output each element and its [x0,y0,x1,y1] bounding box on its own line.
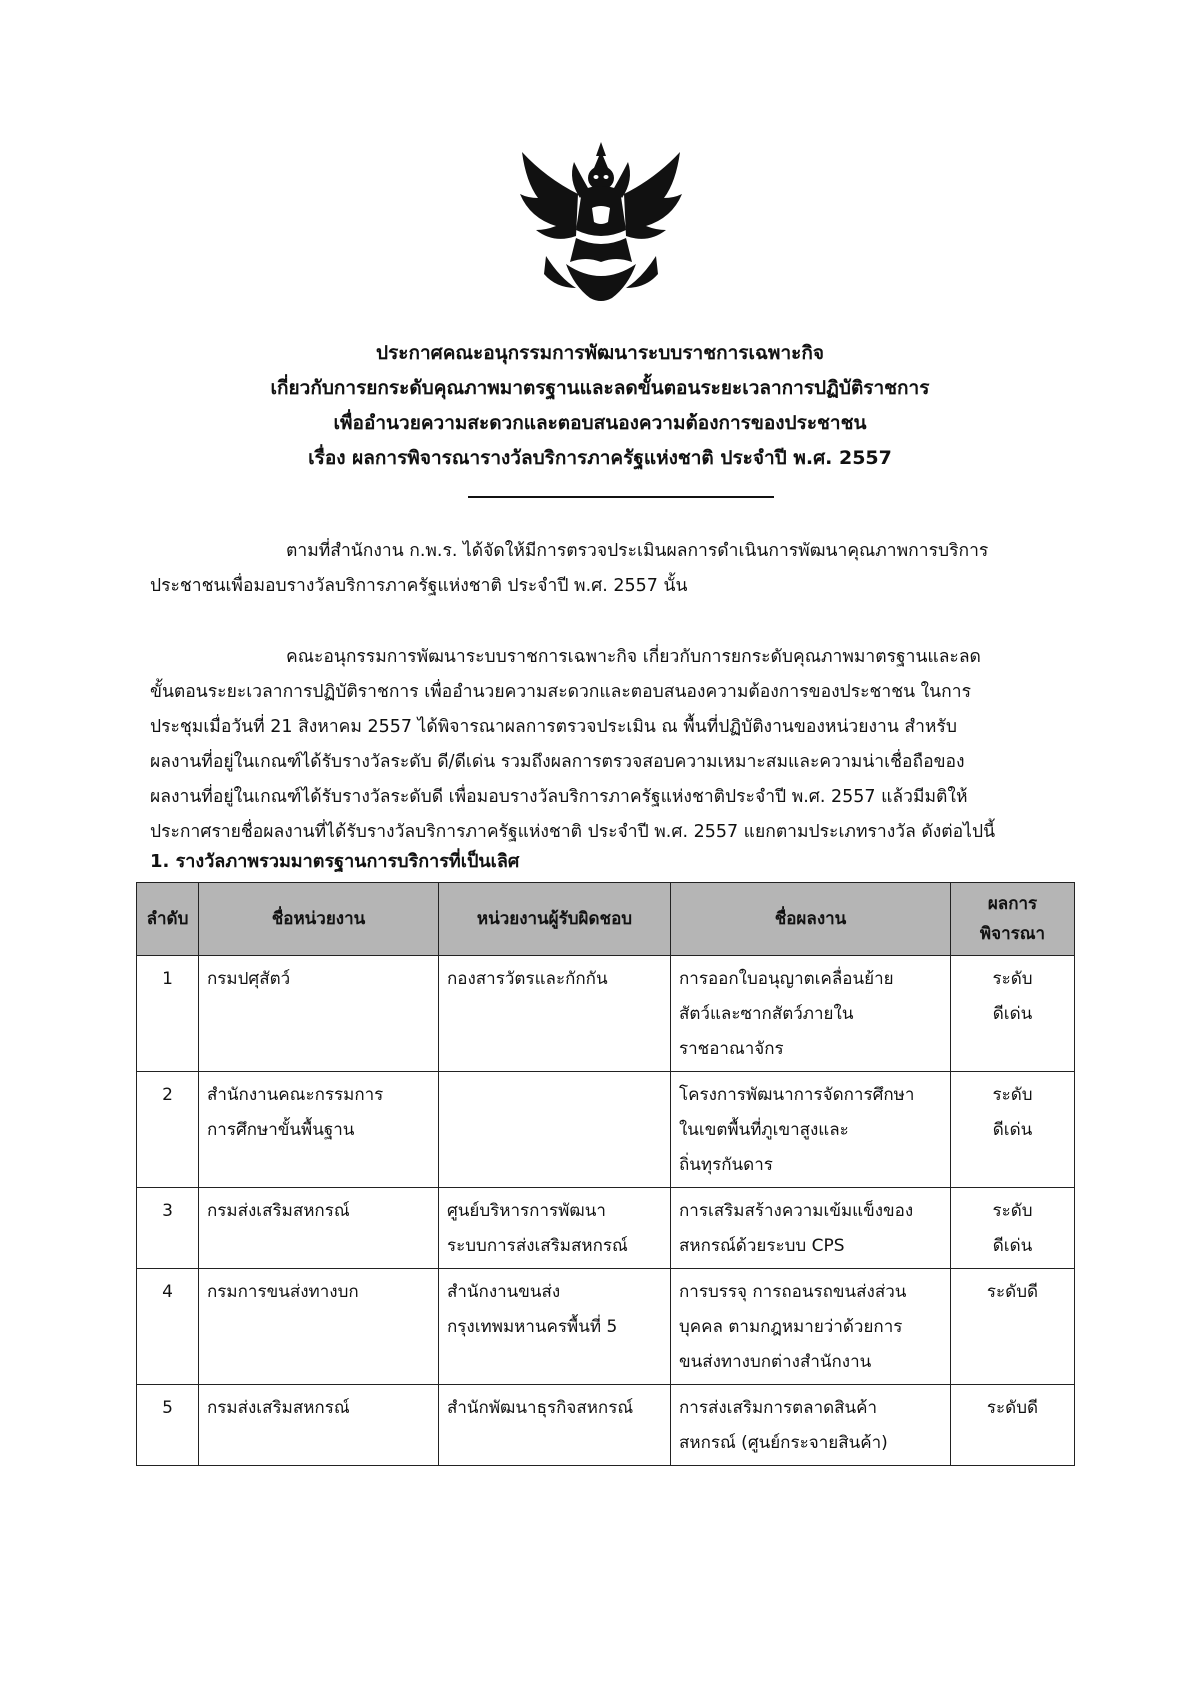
cell-work-line: สัตว์และซากสัตว์ภายใน [679,1004,854,1024]
paragraph-line: ผลงานที่อยู่ในเกณฑ์ได้รับรางวัลระดับ ดี/ดีเด่น รวมถึงผลการตรวจสอบความเหมาะสมและความน่าเชื่อถือของ [150,752,965,772]
cell-result-line: ระดับดี [986,1282,1039,1302]
header-result [951,883,1075,956]
paragraph-line: คณะอนุกรรมการพัฒนาระบบราชการเฉพาะกิจ เกี่ยวกับการยกระดับคุณภาพมาตรฐานและลด [286,647,981,667]
cell-unit [439,956,671,1072]
cell-work-line: สหกรณ์ด้วยระบบ CPS [679,1236,845,1256]
table-row [137,1269,1075,1385]
paragraph-line: ตามที่สำนักงาน ก.พ.ร. ได้จัดให้มีการตรวจประเมินผลการดำเนินการพัฒนาคุณภาพการบริการ [286,541,989,561]
cell-result-line: ดีเด่น [992,1004,1033,1024]
garuda-emblem-icon [516,138,686,306]
cell-work-line: การส่งเสริมการตลาดสินค้า [679,1398,878,1418]
title-line-4: เรื่อง ผลการพิจารณารางวัลบริการภาครัฐแห่งชาติ ประจำปี พ.ศ. 2557 [308,447,892,469]
header-result-line-1: ผลการ [987,894,1038,914]
awards-table [136,882,1075,1466]
cell-agency [199,1385,439,1466]
cell-agency [199,1188,439,1269]
paragraph-line: ประกาศรายชื่อผลงานที่ได้รับรางวัลบริการภาครัฐแห่งชาติ ประจำปี พ.ศ. 2557 แยกตามประเภทรางวัล ดังต่อไปนี้ [150,822,996,842]
cell-work-line: การเสริมสร้างความเข้มแข็งของ [679,1201,914,1221]
paragraph-line: ประชาชนเพื่อมอบรางวัลบริการภาครัฐแห่งชาติ ประจำปี พ.ศ. 2557 นั้น [150,576,688,596]
cell-unit [439,1072,671,1188]
cell-work-line: ถิ่นทุรกันดาร [679,1155,773,1175]
cell-unit [439,1269,671,1385]
section-heading: 1. รางวัลภาพรวมมาตรฐานการบริการที่เป็นเลิศ [150,851,520,872]
table-row [137,1385,1075,1466]
cell-result-line: ระดับดี [986,1398,1039,1418]
table-row [137,1188,1075,1269]
cell-work [671,1269,951,1385]
title-divider [468,496,774,498]
cell-unit-line: สำนักพัฒนาธุรกิจสหกรณ์ [447,1398,634,1418]
cell-result [951,1188,1075,1269]
cell-unit-line: ศูนย์บริหารการพัฒนา [447,1201,606,1221]
cell-work [671,1072,951,1188]
cell-work-line: การบรรจุ การถอนรถขนส่งส่วน [679,1282,907,1302]
cell-result [951,1072,1075,1188]
cell-work-line: ในเขตพื้นที่ภูเขาสูงและ [679,1120,849,1140]
table-row [137,1072,1075,1188]
header-agency: ชื่อหน่วยงาน [199,883,439,956]
paragraph-line: ผลงานที่อยู่ในเกณฑ์ได้รับรางวัลระดับดี เพื่อมอบรางวัลบริการภาครัฐแห่งชาติประจำปี พ.ศ. 2557 แล้วมีมติให้ [150,787,968,807]
paragraph-2 [150,640,1068,850]
cell-agency-line: กรมส่งเสริมสหกรณ์ [207,1201,350,1221]
cell-work [671,1188,951,1269]
title-line-1: ประกาศคณะอนุกรรมการพัฒนาระบบราชการเฉพาะกิจ [376,342,824,364]
cell-agency [199,1072,439,1188]
cell-result-line: ระดับ [992,1085,1033,1105]
cell-no: 5 [137,1385,199,1466]
cell-result-line: ดีเด่น [992,1236,1033,1256]
paragraph-1 [150,534,1068,604]
cell-unit-line: สำนักงานขนส่ง [447,1282,561,1302]
cell-work-line: สหกรณ์ (ศูนย์กระจายสินค้า) [679,1433,888,1453]
paragraph-line: ขั้นตอนระยะเวลาการปฏิบัติราชการ เพื่ออำนวยความสะดวกและตอบสนองความต้องการของประชาชน ในการ [150,682,971,702]
cell-agency-line: สำนักงานคณะกรรมการ [207,1085,384,1105]
cell-agency-line: กรมปศุสัตว์ [207,969,291,989]
cell-no: 4 [137,1269,199,1385]
cell-result [951,956,1075,1072]
header-unit: หน่วยงานผู้รับผิดชอบ [439,883,671,956]
table-body [137,956,1075,1466]
cell-agency-line: การศึกษาขั้นพื้นฐาน [207,1120,355,1140]
cell-unit-line: กองสารวัตรและกักกัน [447,969,608,989]
cell-no: 1 [137,956,199,1072]
cell-agency [199,1269,439,1385]
cell-work-line: บุคคล ตามกฎหมายว่าด้วยการ [679,1317,903,1337]
header-work: ชื่อผลงาน [671,883,951,956]
header-result-line-2: พิจารณา [979,924,1046,944]
cell-work-line: ขนส่งทางบกต่างสำนักงาน [679,1352,872,1372]
cell-unit [439,1385,671,1466]
cell-unit-line: ระบบการส่งเสริมสหกรณ์ [447,1236,628,1256]
paragraph-line: ประชุมเมื่อวันที่ 21 สิงหาคม 2557 ได้พิจารณาผลการตรวจประเมิน ณ พื้นที่ปฏิบัติงานของหน่วยงาน สำหรับ [150,717,957,737]
title-line-3: เพื่ออำนวยความสะดวกและตอบสนองความต้องการของประชาชน [333,412,867,434]
cell-work-line: ราชอาณาจักร [679,1039,784,1059]
cell-result-line: ดีเด่น [992,1120,1033,1140]
cell-agency-line: กรมส่งเสริมสหกรณ์ [207,1398,350,1418]
table-header-row [137,883,1075,956]
cell-work [671,1385,951,1466]
announcement-title [140,336,1060,476]
cell-no: 2 [137,1072,199,1188]
cell-result-line: ระดับ [992,969,1033,989]
cell-result [951,1269,1075,1385]
table-row [137,956,1075,1072]
cell-agency [199,956,439,1072]
cell-result-line: ระดับ [992,1201,1033,1221]
cell-work-line: โครงการพัฒนาการจัดการศึกษา [679,1085,915,1105]
cell-agency-line: กรมการขนส่งทางบก [207,1282,359,1302]
cell-unit [439,1188,671,1269]
title-line-2: เกี่ยวกับการยกระดับคุณภาพมาตรฐานและลดขั้นตอนระยะเวลาการปฏิบัติราชการ [270,377,930,399]
cell-unit-line: กรุงเทพมหานครพื้นที่ 5 [447,1317,618,1337]
cell-no: 3 [137,1188,199,1269]
cell-work [671,956,951,1072]
header-no: ลำดับ [137,883,199,956]
cell-work-line: การออกใบอนุญาตเคลื่อนย้าย [679,969,894,989]
cell-result [951,1385,1075,1466]
